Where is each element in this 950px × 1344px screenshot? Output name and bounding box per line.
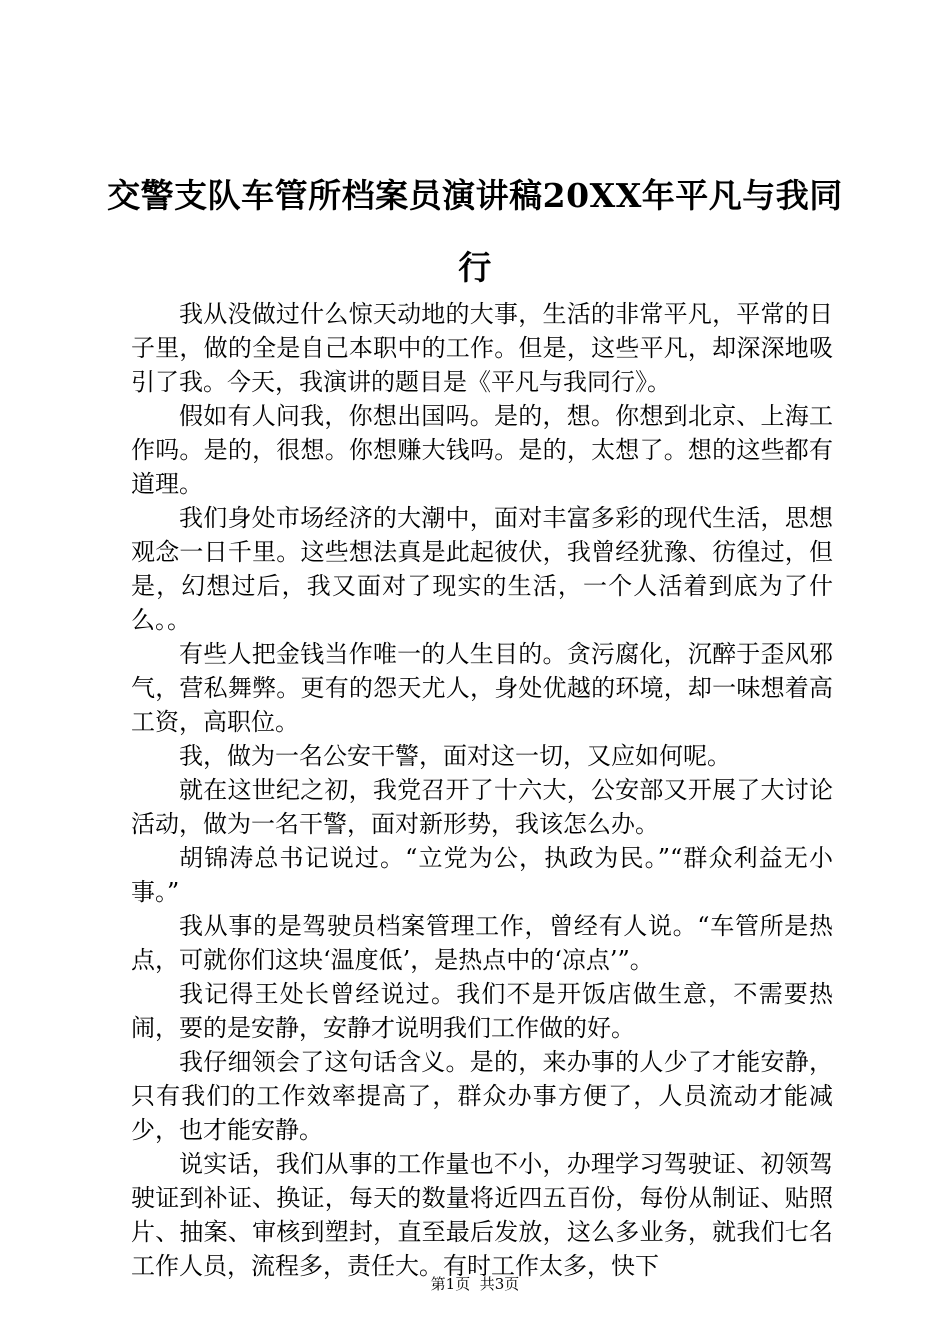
page-footer (0, 1274, 950, 1294)
paragraph: 就在这世纪之初，我党召开了十六大，公安部又开展了大讨论活动，做为一名干警，面对新形势，我该怎么办。 (131, 776, 833, 838)
document-body (131, 297, 833, 1283)
page-total: 共3页 (479, 1275, 520, 1293)
footer-spacer (470, 1275, 480, 1293)
paragraph: 说实话，我们从事的工作量也不小，办理学习驾驶证、初领驾驶证到补证、换证，每天的数量将近四五百份，每份从制证、贴照片、抽案、审核到塑封，直至最后发放，这么多业务，就我们七名工作人员，流程多，责任大。有时工作太多，快下 (131, 1150, 833, 1280)
paragraph: 我仔细领会了这句话含义。是的，来办事的人少了才能安静，只有我们的工作效率提高了，群众办事方便了，人员流动才能减少，也才能安静。 (131, 1048, 833, 1144)
document-title: 交警支队车管所档案员演讲稿20XX年平凡与我同行 (107, 176, 843, 287)
paragraph: 我，做为一名公安干警，面对这一切，又应如何呢。 (179, 742, 731, 770)
paragraph: 假如有人问我，你想出国吗。是的，想。你想到北京、上海工作吗。是的，很想。你想赚大钱吗。是的，太想了。想的这些都有道理。 (131, 402, 833, 498)
paragraph: 我从没做过什么惊天动地的大事，生活的非常平凡，平常的日子里，做的全是自己本职中的工作。但是，这些平凡，却深深地吸引了我。今天，我演讲的题目是《平凡与我同行》。 (131, 300, 833, 396)
paragraph: 有些人把金钱当作唯一的人生目的。贪污腐化，沉醉于歪风邪气，营私舞弊。更有的怨天尤人，身处优越的环境，却一味想着高工资，高职位。 (131, 640, 833, 736)
page-number: 第1页 (430, 1275, 471, 1293)
paragraph: 我从事的是驾驶员档案管理工作，曾经有人说。“车管所是热点，可就你们这块‘温度低’，是热点中的‘凉点’”。 (131, 912, 833, 974)
paragraph: 胡锦涛总书记说过。“立党为公，执政为民。”“群众利益无小事。” (131, 844, 833, 906)
paragraph: 我记得王处长曾经说过。我们不是开饭店做生意，不需要热闹，要的是安静，安静才说明我们工作做的好。 (131, 980, 833, 1042)
paragraph: 我们身处市场经济的大潮中，面对丰富多彩的现代生活，思想观念一日千里。这些想法真是此起彼伏，我曾经犹豫、彷徨过，但是，幻想过后，我又面对了现实的生活，一个人活着到底为了什么。。 (131, 504, 833, 634)
